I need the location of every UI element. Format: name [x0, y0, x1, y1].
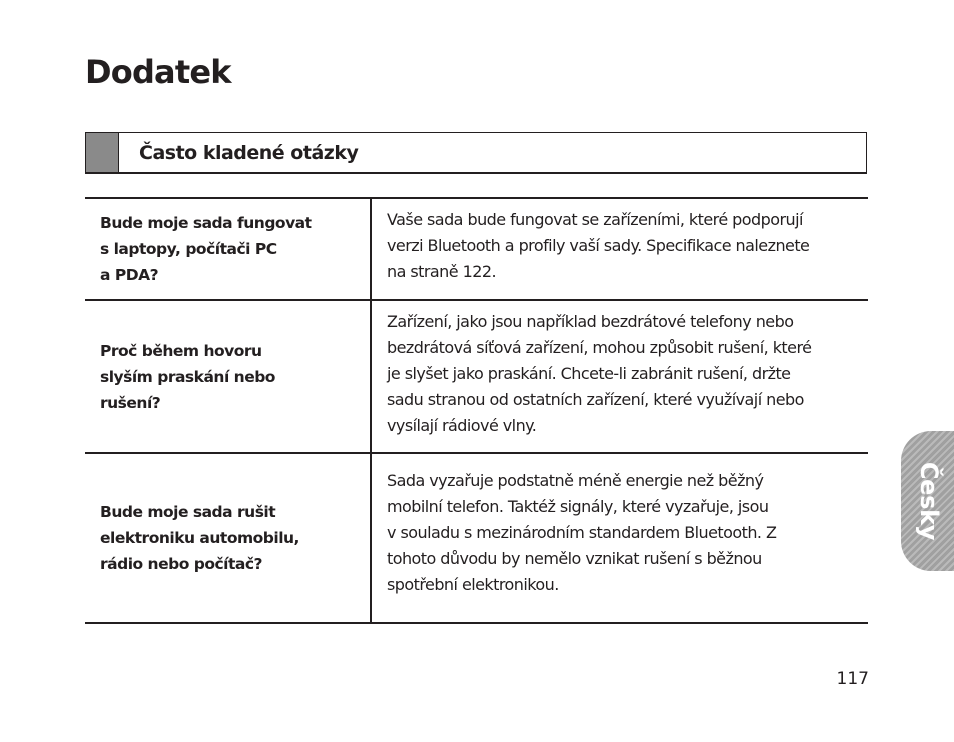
faq-answer-line: Zařízení, jako jsou například bezdrátové telefony nebo — [387, 312, 794, 331]
faq-answer-line: tohoto důvodu by nemělo vznikat rušení s běžnou — [387, 549, 762, 568]
section-title: Často kladené otázky — [139, 141, 359, 164]
faq-row — [85, 198, 868, 300]
faq-answer-line: vysílají rádiové vlny. — [387, 416, 537, 435]
faq-answer — [371, 300, 868, 453]
faq-answer-line: mobilní telefon. Taktéž signály, které vyzařuje, jsou — [387, 497, 769, 516]
faq-answer-line: sadu stranou od ostatních zařízení, které využívají nebo — [387, 390, 804, 409]
faq-answer-line: bezdrátová síťová zařízení, mohou způsobit rušení, které — [387, 338, 812, 357]
faq-answer-line: verzi Bluetooth a profily vaší sady. Specifikace naleznete — [387, 236, 810, 255]
faq-answer-line: Sada vyzařuje podstatně méně energie než běžný — [387, 471, 764, 490]
faq-table — [85, 197, 868, 624]
faq-answer-line: v souladu s mezinárodním standardem Bluetooth. Z — [387, 523, 777, 542]
faq-answer-line: na straně 122. — [387, 262, 497, 281]
faq-question-line: rušení? — [100, 393, 161, 412]
language-tab-label: Česky — [915, 461, 943, 541]
faq-answer-line: je slyšet jako praskání. Chcete-li zabránit rušení, držte — [387, 364, 791, 383]
faq-question-line: Bude moje sada fungovat — [100, 214, 312, 232]
faq-question-line: slyším praskání nebo — [100, 367, 275, 386]
section-header — [85, 132, 867, 174]
faq-question-line: a PDA? — [100, 266, 159, 284]
page-title: Dodatek — [85, 53, 231, 91]
faq-answer — [371, 453, 868, 623]
faq-answer-line: Vaše sada bude fungovat se zařízeními, které podporují — [387, 210, 803, 229]
faq-question-line: rádio nebo počítač? — [100, 555, 263, 573]
page-number: 117 — [836, 669, 869, 689]
faq-row — [85, 300, 868, 453]
faq-row — [85, 453, 868, 623]
faq-question-line: s laptopy, počítači PC — [100, 240, 277, 258]
faq-question-line: Proč během hovoru — [100, 341, 262, 360]
faq-question — [85, 453, 371, 623]
section-marker — [86, 133, 119, 172]
faq-question — [85, 300, 371, 453]
faq-answer-line: spotřební elektronikou. — [387, 575, 559, 594]
faq-answer — [371, 198, 868, 300]
faq-question-line: elektroniku automobilu, — [100, 529, 299, 547]
faq-question — [85, 198, 371, 300]
faq-question-line: Bude moje sada rušit — [100, 503, 276, 521]
language-tab — [901, 431, 954, 571]
